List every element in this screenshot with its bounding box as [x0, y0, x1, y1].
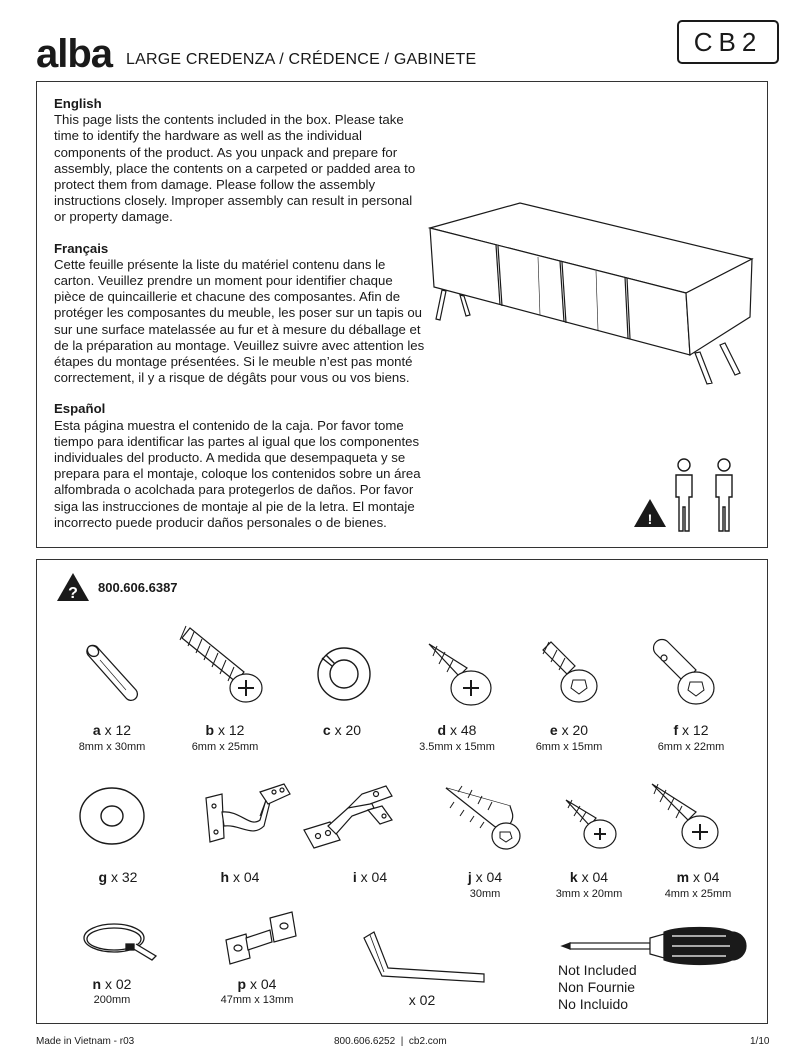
- not-included-en: Not Included: [558, 962, 637, 978]
- part-d-size: 3.5mm x 15mm: [419, 741, 495, 753]
- help-phone-number: 800.606.6387: [98, 579, 178, 595]
- part-qty: x 04: [475, 869, 503, 885]
- part-a-label: [57, 722, 167, 738]
- mounting-bracket-icon: [220, 908, 300, 968]
- part-e-size: 6mm x 15mm: [535, 741, 603, 753]
- part-qty: x 04: [692, 869, 720, 885]
- part-k-label: [534, 869, 644, 885]
- part-letter: i: [352, 869, 357, 885]
- english-heading: English: [54, 96, 102, 111]
- part-qty: x 04: [581, 869, 609, 885]
- part-f-label: [636, 722, 746, 738]
- lock-washer-icon: [312, 644, 376, 706]
- part-a-size: 8mm x 30mm: [78, 741, 146, 753]
- part-qty: x 32: [110, 869, 138, 885]
- screw-m-icon: [648, 780, 724, 856]
- footer-page-number: 1/10: [750, 1036, 770, 1047]
- part-letter: n: [92, 976, 102, 992]
- part-qty: x 20: [561, 722, 589, 738]
- not-included-fr: Non Fournie: [558, 979, 636, 995]
- part-letter: k: [569, 869, 578, 885]
- footer-contact: 800.606.6252 | cb2.com: [334, 1036, 447, 1047]
- part-qty: x 04: [249, 976, 277, 992]
- french-text: Cette feuille présente la liste du matériel contenu dans le carton. Veuillez prendre un moment pour identifier chaque pièce de quincaillerie et chacune des composantes. Afin de protéger les composantes du meuble, les poser sur un tapis ou sur une surface matelassée au fur et à mesure du déballage et de la préparation au montage. Veuillez suivre avec attention les étapes du montage présentées. Si le meuble n’est pas monté correctement, il y a risque de dégâts pour vous ou vos biens.: [54, 256, 425, 386]
- machine-bolt-icon: [170, 622, 270, 712]
- wall-anchor-icon: [440, 782, 530, 860]
- footer-origin: Made in Vietnam - r03: [36, 1036, 135, 1047]
- part-letter: j: [467, 869, 472, 885]
- part-k-size: 3mm x 20mm: [555, 888, 623, 900]
- screw-k-icon: [562, 796, 624, 856]
- part-letter: p: [237, 976, 247, 992]
- flat-washer-icon: [76, 784, 148, 848]
- part-g-label: [63, 869, 173, 885]
- credenza-illustration: [420, 195, 760, 395]
- part-d-label: [402, 722, 512, 738]
- svg-text:!: !: [647, 511, 653, 527]
- spanish-heading: Español: [54, 401, 106, 417]
- spanish-text: Esta página muestra el contenido de la caja. Por favor tome tiempo para identificar las partes al igual que los componentes individuales del producto. A medida que desempaqueta y se prepara para el montaje, coloque los contenidos sobre un área alfombrada o acolchada para protegerlos de daños. Por favor siga las instrucciones de montaje al pie de la letra. El montaje incorrecto puede producir daños personales o de bienes.: [54, 417, 421, 530]
- not-included-note: [558, 962, 637, 1013]
- part-qty: x 12: [104, 722, 132, 738]
- connector-bolt-icon: [650, 640, 725, 715]
- wood-screw-small-icon: [425, 640, 500, 715]
- part-c-label: [287, 722, 397, 738]
- part-letter: e: [549, 722, 558, 738]
- part-letter: m: [676, 869, 690, 885]
- allen-key-label: [367, 992, 477, 1008]
- english-text: This page lists the contents included in the box. Please take time to identify the hardware as well as the individual components of the product. As you unpack and prepare for assembly, place the contents on a carpeted or padded area to protect them from damage. Please follow the assembly instructions closely. Improper assembly can result in personal or property damage.: [54, 112, 416, 225]
- part-n-size: 200mm: [93, 994, 131, 1006]
- part-qty: x 02: [408, 992, 436, 1008]
- mounting-hinge-icon: [300, 780, 405, 860]
- wood-dowel-icon: [78, 640, 148, 710]
- caution-triangle-icon: [632, 497, 668, 529]
- not-included-es: No Incluido: [558, 996, 629, 1012]
- french-heading: Français: [54, 240, 109, 256]
- part-qty: x 02: [104, 976, 132, 992]
- allen-key-icon: [360, 928, 490, 984]
- help-line: [56, 572, 178, 602]
- part-qty: x 04: [360, 869, 388, 885]
- part-letter: f: [673, 722, 679, 738]
- part-letter: d: [437, 722, 447, 738]
- part-i-label: [315, 869, 425, 885]
- part-f-size: 6mm x 22mm: [657, 741, 725, 753]
- part-p-label: [202, 976, 312, 992]
- part-n-label: [57, 976, 167, 992]
- part-m-label: [643, 869, 753, 885]
- part-j-label: [430, 869, 540, 885]
- product-title: LARGE CREDENZA / CRÉDENCE / GABINETE: [126, 51, 477, 68]
- part-letter: c: [322, 722, 331, 738]
- part-letter: h: [220, 869, 230, 885]
- part-qty: x 48: [449, 722, 477, 738]
- part-b-size: 6mm x 25mm: [191, 741, 259, 753]
- part-letter: b: [205, 722, 215, 738]
- part-b-label: [170, 722, 280, 738]
- hex-bolt-short-icon: [535, 640, 605, 710]
- cb2-logo: CB2: [677, 20, 779, 64]
- part-qty: x 12: [217, 722, 245, 738]
- part-letter: g: [98, 869, 108, 885]
- language-instructions: [54, 96, 426, 546]
- cabinet-hinge-icon: [200, 780, 300, 860]
- svg-text:?: ?: [68, 585, 78, 602]
- part-qty: x 04: [232, 869, 260, 885]
- part-qty: x 12: [682, 722, 709, 738]
- cable-tie-icon: [80, 918, 160, 968]
- part-j-size: 30mm: [469, 888, 501, 900]
- part-m-size: 4mm x 25mm: [664, 888, 732, 900]
- question-triangle-icon: [56, 572, 90, 602]
- part-qty: x 20: [334, 722, 362, 738]
- part-letter: a: [92, 722, 101, 738]
- part-p-size: 47mm x 13mm: [220, 994, 294, 1006]
- part-h-label: [185, 869, 295, 885]
- part-e-label: [514, 722, 624, 738]
- brand-name: alba: [36, 32, 113, 76]
- screwdriver-icon: [560, 924, 742, 966]
